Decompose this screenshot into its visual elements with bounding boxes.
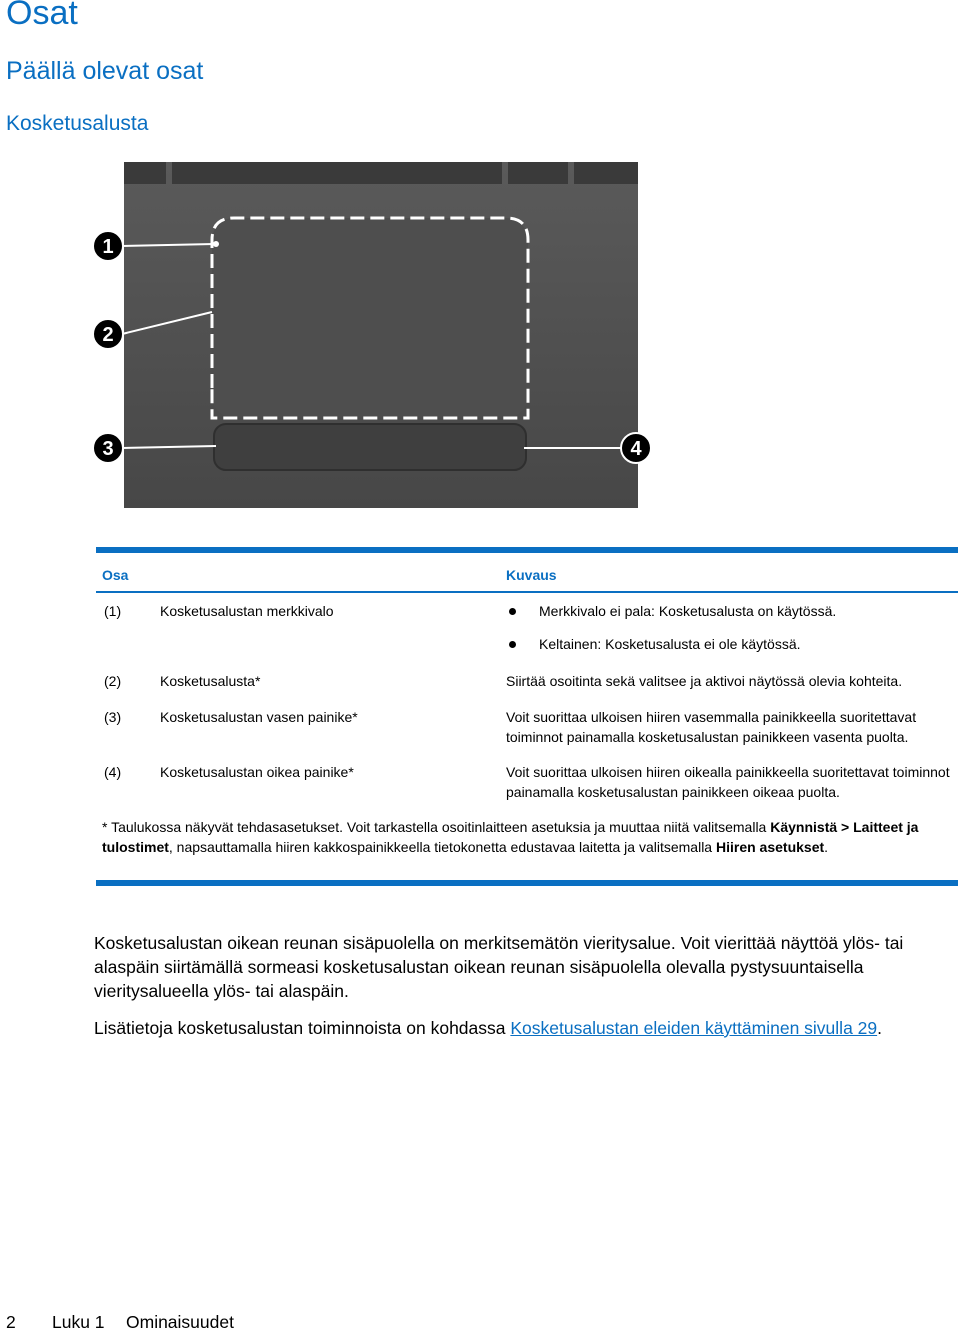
touchpad-gestures-link[interactable]: Kosketusalustan eleiden käyttäminen sivulla 29 bbox=[510, 1018, 878, 1038]
callout-4 bbox=[621, 433, 651, 463]
row-number: (2) bbox=[104, 673, 122, 689]
section-title: Päällä olevat osat bbox=[6, 57, 204, 85]
touchpad-button bbox=[214, 424, 526, 470]
table-bottom-rule bbox=[96, 880, 958, 886]
touchpad-area bbox=[212, 218, 528, 418]
table-footnote: * Taulukossa näkyvät tehdasasetukset. Voit tarkastella osoitinlaitteen asetuksia ja muuttaa niitä valitsemalla Käynnistä > Laitteet ja tulostimet, napsauttamalla hiiren kakkospainikkeella tietokonetta edustavaa laitetta ja valitsemalla Hiiren asetukset. bbox=[102, 819, 919, 855]
row-number: (4) bbox=[104, 764, 122, 780]
row-description: Voit suorittaa ulkoisen hiiren vasemmalla painikkeella suoritettavat toiminnot painamalla kosketusalustan painikkeen vasenta puolta. bbox=[506, 709, 917, 745]
bullet-icon bbox=[509, 608, 516, 615]
table-header bbox=[96, 553, 958, 593]
row-part-name: Kosketusalustan merkkivalo bbox=[160, 603, 334, 619]
column-header-part: Osa bbox=[102, 567, 129, 583]
chapter-title: Ominaisuudet bbox=[126, 1312, 234, 1332]
svg-text:4: 4 bbox=[630, 438, 642, 460]
row-number: (3) bbox=[104, 709, 122, 725]
callout-1 bbox=[93, 231, 123, 261]
svg-text:1: 1 bbox=[102, 236, 114, 258]
svg-text:2: 2 bbox=[102, 324, 114, 346]
bullet-icon bbox=[509, 641, 516, 648]
row-part-name: Kosketusalustan vasen painike* bbox=[160, 709, 358, 725]
subsection-title: Kosketusalusta bbox=[6, 112, 149, 135]
callout-3 bbox=[93, 433, 123, 463]
column-header-description: Kuvaus bbox=[506, 567, 557, 583]
row-part-name: Kosketusalustan oikea painike* bbox=[160, 764, 354, 780]
callout-2 bbox=[93, 319, 123, 349]
components-table bbox=[96, 547, 958, 855]
chapter-label: Luku 1 bbox=[52, 1312, 105, 1332]
row-part-name: Kosketusalusta* bbox=[160, 673, 261, 689]
row-number: (1) bbox=[104, 603, 122, 619]
page-title: Osat bbox=[6, 0, 78, 32]
page-number: 2 bbox=[6, 1312, 16, 1332]
row-description: Siirtää osoitinta sekä valitsee ja aktivoi näytössä olevia kohteita. bbox=[506, 673, 903, 689]
row-description: Voit suorittaa ulkoisen hiiren oikealla painikkeella suoritettavat toiminnot painamalla kosketusalustan painikkeen oikeaa puolta. bbox=[506, 764, 950, 800]
row-bullet-text: Merkkivalo ei pala: Kosketusalusta on käytössä. bbox=[539, 603, 837, 619]
scroll-zone-paragraph: Kosketusalustan oikean reunan sisäpuolella on merkitsemätön vieritysalue. Voit vierittää näyttöä ylös- tai alaspäin siirtämällä sormeasi kosketusalustan oikean reunan sisäpuolella olevalla pystysuuntaisella vieritysalueella ylös- tai alaspäin. bbox=[94, 933, 904, 1001]
more-info-paragraph: Lisätietoja kosketusalustan toiminnoista on kohdassa Kosketusalustan eleiden käyttäminen sivulla 29. bbox=[94, 1018, 882, 1038]
svg-text:3: 3 bbox=[102, 438, 114, 460]
touchpad-figure bbox=[92, 162, 652, 508]
row-bullet-text: Keltainen: Kosketusalusta ei ole käytössä. bbox=[539, 636, 801, 652]
